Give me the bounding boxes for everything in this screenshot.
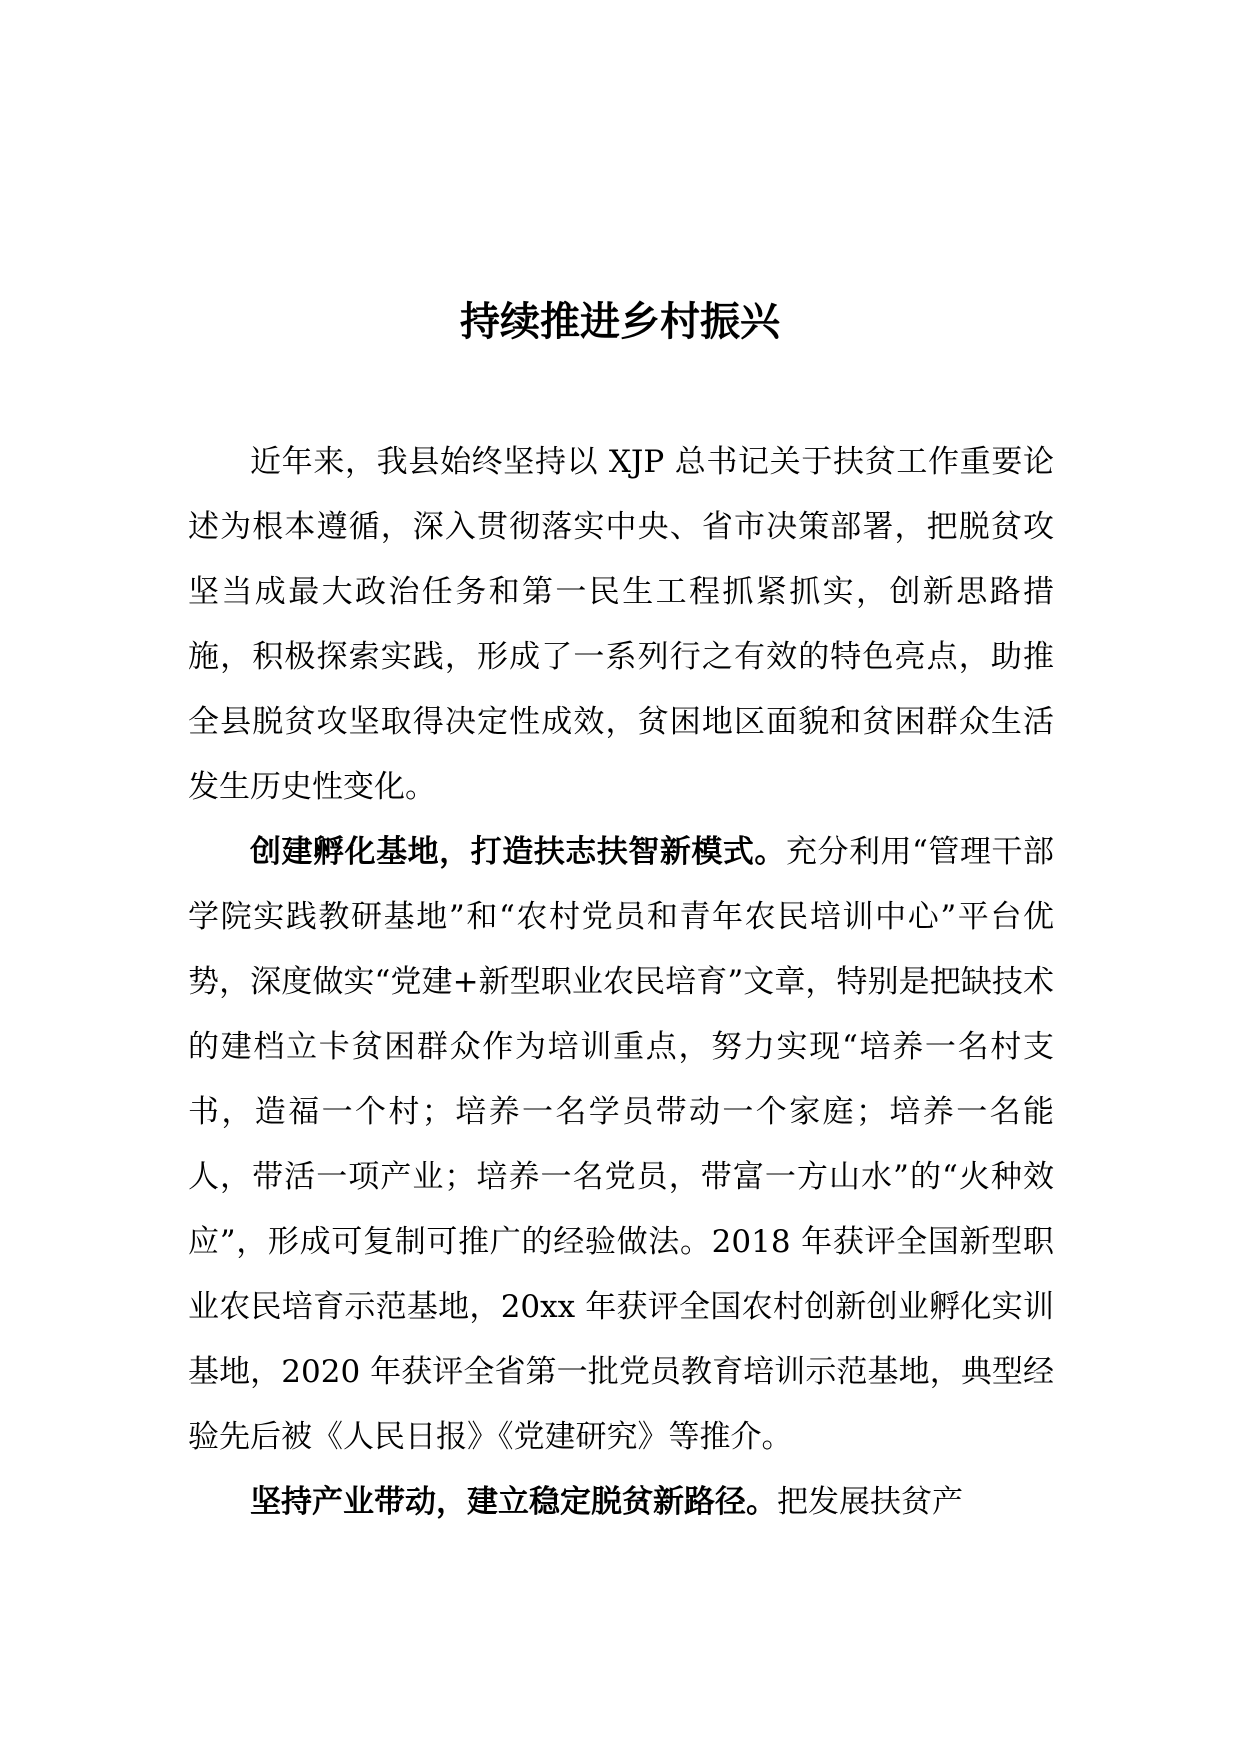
paragraph-intro xyxy=(188,430,1054,820)
paragraph-lead-heading: 创建孵化基地，打造扶志扶智新模式。 xyxy=(250,834,786,870)
paragraph-text: 充分利用“管理干部学院实践教研基地”和“农村党员和青年农民培训中心”平台优势，深度做实“党建+新型职业农民培育”文章，特别是把缺技术的建档立卡贫困群众作为培训重点，努力实现“培养一名村支书，造福一个村；培养一名学员带动一个家庭；培养一名能人，带活一项产业；培养一名党员，带富一方山水”的“火种效应”，形成可复制可推广的经验做法。2018 年获评全国新型职业农民培育示范基地，20xx 年获评全国农村创新创业孵化实训基地，2020 年获评全省第一批党员教育培训示范基地，典型经验先后被《人民日报》《党建研究》等推介。 xyxy=(188,834,1054,1455)
paragraph-incubation-base xyxy=(188,820,1054,1470)
document-body xyxy=(188,430,1054,1535)
paragraph-lead-heading: 坚持产业带动，建立稳定脱贫新路径。 xyxy=(250,1484,777,1520)
paragraph-text: 把发展扶贫产 xyxy=(777,1484,963,1520)
paragraph-industry-drive xyxy=(188,1470,1054,1535)
paragraph-text: 近年来，我县始终坚持以 XJP 总书记关于扶贫工作重要论述为根本遵循，深入贯彻落实中央、省市决策部署，把脱贫攻坚当成最大政治任务和第一民生工程抓紧抓实，创新思路措施，积极探索实践，形成了一系列行之有效的特色亮点，助推全县脱贫攻坚取得决定性成效，贫困地区面貌和贫困群众生活发生历史性变化。 xyxy=(188,444,1054,805)
document-title: 持续推进乡村振兴 xyxy=(460,299,780,345)
